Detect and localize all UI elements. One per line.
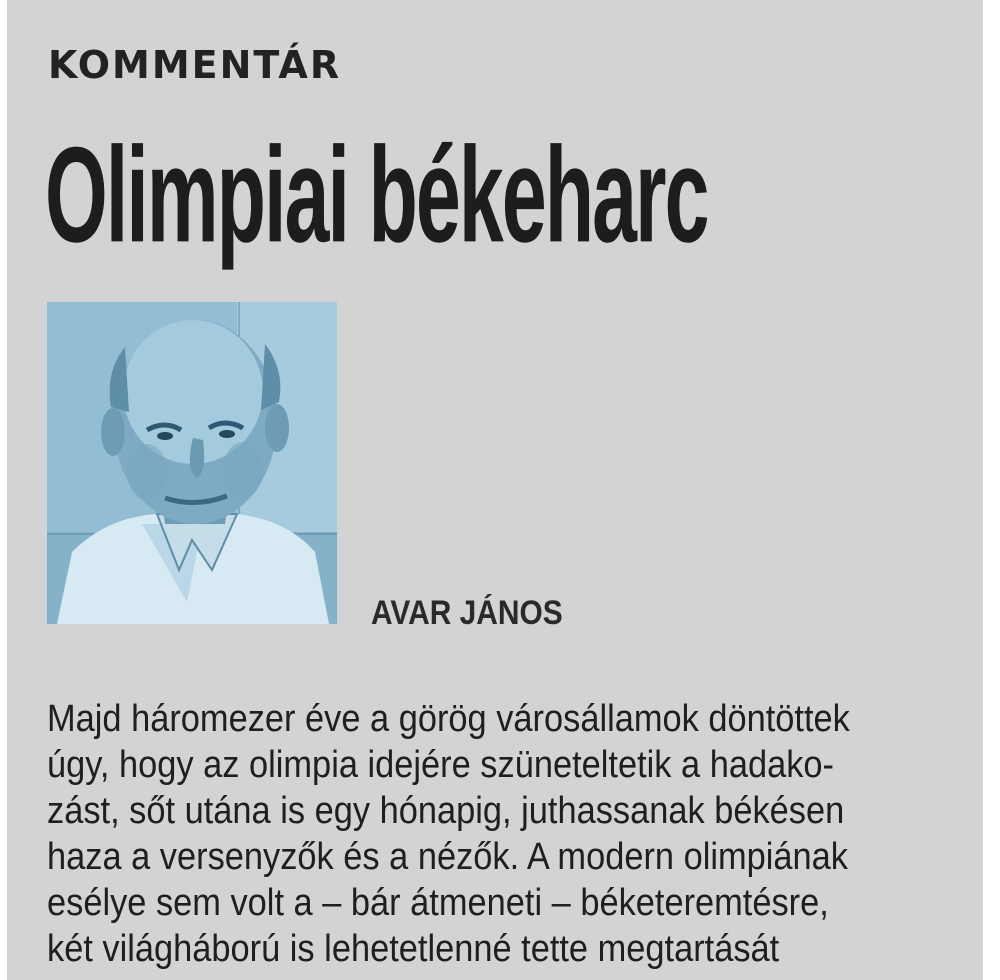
author-name: AVAR JÁNOS xyxy=(371,594,563,632)
body-line: úgy, hogy az olimpia idejére szüneteltetik a hadako- xyxy=(47,744,834,786)
body-line: haza a versenyzők és a nézők. A modern olimpiának xyxy=(47,836,848,878)
article-title: Olimpiai békeharc xyxy=(45,119,708,272)
author-photo xyxy=(47,302,337,624)
comment-article xyxy=(7,0,983,980)
section-label: KOMMENTÁR xyxy=(48,43,342,87)
article-body xyxy=(47,696,947,972)
body-line: két világháború is lehetetlenné tette megtartását xyxy=(47,928,780,970)
body-line: esélye sem volt a – bár átmeneti – béketeremtésre, xyxy=(47,882,829,924)
portrait-image xyxy=(47,302,337,624)
body-line: Majd háromezer éve a görög városállamok döntöttek xyxy=(47,698,850,740)
body-line: zást, sőt utána is egy hónapig, juthassanak békésen xyxy=(47,790,845,832)
